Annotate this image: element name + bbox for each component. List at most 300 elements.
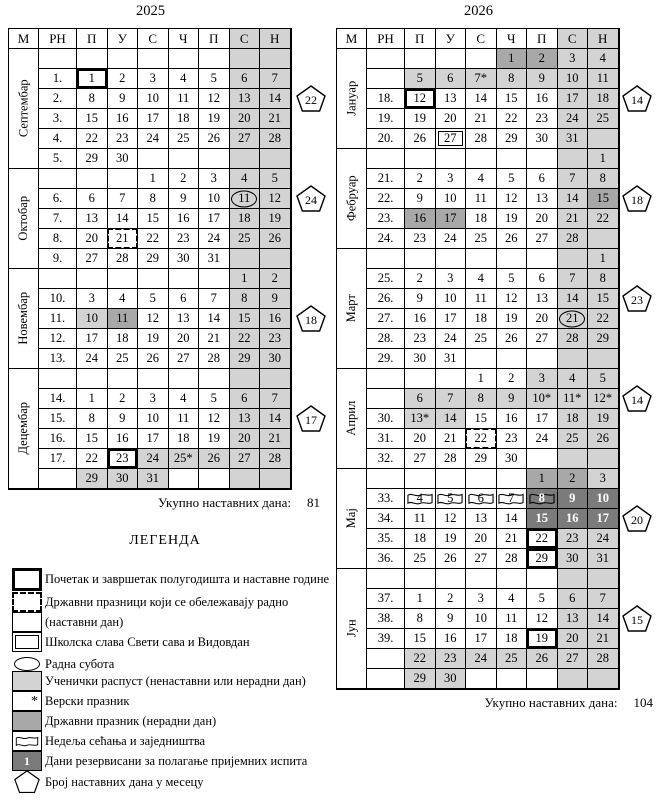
day-number: 5 (271, 171, 278, 186)
day-number: 7 (210, 291, 217, 306)
day-number: 7 (569, 171, 576, 186)
teaching-days-count: 18 (631, 193, 643, 207)
day-cell (558, 189, 589, 209)
day-cell (108, 149, 139, 169)
week-number-cell (39, 449, 77, 469)
week-number: 26. (377, 291, 394, 306)
legend-item (12, 711, 216, 731)
header-cell-label: М (17, 31, 30, 46)
day-cell (436, 229, 467, 249)
day-cell (199, 429, 230, 449)
day-cell (108, 109, 139, 129)
day-number: 17 (566, 91, 579, 106)
day-number: 2 (271, 271, 278, 286)
day-cell (466, 189, 497, 209)
day-number: 17 (444, 211, 457, 226)
day-cell (230, 269, 261, 289)
day-cell (558, 549, 589, 569)
day-number: 16 (177, 211, 190, 226)
day-number: 4 (508, 591, 515, 606)
day-cell (405, 489, 436, 509)
day-number: 8 (538, 491, 545, 506)
day-cell (558, 89, 589, 109)
day-cell (497, 529, 528, 549)
day-number: 28 (566, 231, 579, 246)
day-cell (169, 209, 200, 229)
day-cell (558, 409, 589, 429)
header-cell (9, 29, 39, 49)
day-cell (558, 329, 589, 349)
day-number: 29 (238, 351, 251, 366)
day-number: 10 (146, 91, 159, 106)
day-number: 12 (146, 311, 159, 326)
day-number: 20 (566, 631, 579, 646)
day-number: 24 (85, 351, 98, 366)
day-cell (497, 549, 528, 569)
day-cell (138, 369, 169, 389)
day-cell (436, 649, 467, 669)
day-number: 6 (538, 171, 545, 186)
header-cell-label: Ч (507, 31, 516, 46)
day-cell (588, 229, 619, 249)
day-cell (405, 89, 436, 109)
day-cell (405, 109, 436, 129)
day-number: 31 (207, 251, 220, 266)
day-cell (405, 529, 436, 549)
day-number: 20 (85, 231, 98, 246)
day-number: 14 (268, 91, 281, 106)
day-number: 9 (271, 291, 278, 306)
day-cell (405, 409, 436, 429)
day-number: 16 (413, 311, 426, 326)
day-cell (199, 189, 230, 209)
day-cell (558, 169, 589, 189)
day-cell (466, 269, 497, 289)
day-number: 24 (566, 111, 579, 126)
legend-swatch-pentagon (12, 772, 42, 792)
day-cell (138, 409, 169, 429)
day-cell (405, 609, 436, 629)
day-number: 30 (268, 351, 281, 366)
day-cell (138, 469, 169, 489)
day-number: 30 (505, 451, 518, 466)
header-cell-label: П (87, 31, 97, 46)
total-label: Укупно наставних дана: (158, 495, 291, 510)
day-cell (527, 69, 558, 89)
month-label (9, 269, 39, 369)
week-number: 18. (377, 91, 394, 106)
week-number-cell (367, 469, 405, 489)
day-number: 18 (413, 531, 426, 546)
header-cell (337, 29, 367, 49)
day-cell (138, 389, 169, 409)
day-number: 31 (566, 131, 579, 146)
day-cell (558, 129, 589, 149)
working-saturday-ellipse (14, 657, 40, 671)
week-number: 7. (52, 211, 63, 226)
day-cell (497, 189, 528, 209)
legend-swatch-dark-gray: 1 (12, 751, 42, 771)
day-cell (169, 269, 200, 289)
day-number: 20 (238, 111, 251, 126)
day-number: 30 (535, 131, 548, 146)
week-number-cell (367, 489, 405, 509)
day-number: 5 (210, 391, 217, 406)
day-cell (466, 289, 497, 309)
day-number: 2 (508, 371, 515, 386)
day-number: 10 (146, 411, 159, 426)
day-number: 9 (416, 191, 423, 206)
day-cell (558, 209, 589, 229)
day-number: 26 (505, 331, 518, 346)
day-number: 12* (593, 391, 613, 406)
week-number-cell (367, 69, 405, 89)
day-cell (466, 389, 497, 409)
week-number-cell (367, 129, 405, 149)
day-number: 30 (116, 471, 129, 486)
day-number: 27 (535, 231, 548, 246)
day-cell (558, 149, 589, 169)
week-number-cell (39, 269, 77, 289)
day-number: 28 (268, 131, 281, 146)
day-number: 15 (596, 191, 609, 206)
day-cell (527, 549, 558, 569)
day-cell (260, 49, 291, 69)
day-cell (497, 669, 528, 689)
day-cell (77, 249, 108, 269)
day-cell (405, 269, 436, 289)
day-cell (138, 49, 169, 69)
day-cell (260, 169, 291, 189)
day-number: 12 (413, 91, 426, 106)
day-cell (527, 649, 558, 669)
teaching-days-badge (622, 385, 652, 412)
day-cell (260, 349, 291, 369)
day-number: 6 (477, 491, 484, 506)
day-number: 3 (88, 291, 95, 306)
day-number: 23 (535, 111, 548, 126)
month-label (337, 49, 367, 149)
day-cell (527, 609, 558, 629)
day-cell (466, 309, 497, 329)
day-number: 2 (180, 171, 187, 186)
day-number: 18 (177, 111, 190, 126)
day-number: 28 (566, 331, 579, 346)
day-number: 13 (85, 211, 98, 226)
week-number-cell (39, 149, 77, 169)
day-number: 25* (173, 451, 193, 466)
day-cell (436, 589, 467, 609)
header-cell (260, 29, 291, 49)
week-number-cell (39, 109, 77, 129)
day-number: 8 (241, 291, 248, 306)
week-number-cell (367, 549, 405, 569)
day-cell (230, 289, 261, 309)
day-number: 2 (569, 471, 576, 486)
day-cell (405, 189, 436, 209)
week-number-cell (39, 429, 77, 449)
legend-label: Радна субота (45, 656, 115, 671)
year-title-right: 2026 (464, 3, 493, 19)
day-cell (436, 549, 467, 569)
week-number: 28. (377, 331, 394, 346)
day-cell (260, 209, 291, 229)
header-cell (497, 29, 528, 49)
teaching-days-badge (296, 305, 326, 332)
day-number: 8 (149, 191, 156, 206)
day-cell (77, 429, 108, 449)
header-cell-label: С (148, 31, 158, 46)
week-number-cell (367, 369, 405, 389)
legend-swatch-mid-gray (12, 711, 42, 731)
week-number: 24. (377, 231, 394, 246)
month-label-text: Април (344, 401, 359, 436)
legend-swatch-dashed-box (12, 592, 42, 612)
day-number: 1 (599, 251, 606, 266)
day-number: 12 (444, 511, 457, 526)
day-cell (77, 89, 108, 109)
day-cell (436, 109, 467, 129)
day-cell (497, 629, 528, 649)
day-cell (527, 129, 558, 149)
day-cell (527, 169, 558, 189)
legend-label: (наставни дан) (45, 614, 124, 629)
day-cell (466, 489, 497, 509)
day-cell (169, 469, 200, 489)
day-number: 16 (566, 511, 579, 526)
day-number: 5 (508, 171, 515, 186)
day-cell (497, 149, 528, 169)
day-number: 29 (474, 451, 487, 466)
day-number: 6 (447, 71, 454, 86)
day-number: 12 (207, 91, 220, 106)
week-number: 19. (377, 111, 394, 126)
day-cell (558, 629, 589, 649)
day-cell (108, 329, 139, 349)
day-cell (260, 369, 291, 389)
day-number: 18 (566, 411, 579, 426)
day-number: 28 (474, 131, 487, 146)
day-cell (558, 49, 589, 69)
header-cell (138, 29, 169, 49)
day-cell (436, 489, 467, 509)
day-number: 29 (596, 331, 609, 346)
month-label (9, 369, 39, 489)
day-number: 20 (535, 211, 548, 226)
week-number-cell (367, 249, 405, 269)
day-cell (527, 489, 558, 509)
month-label-text: Октобар (16, 196, 31, 241)
day-cell (230, 449, 261, 469)
week-number-cell (367, 409, 405, 429)
day-number: 8 (88, 411, 95, 426)
teaching-days-badge (622, 285, 652, 312)
day-number: 13 (566, 611, 579, 626)
day-cell (527, 509, 558, 529)
day-number: 3 (447, 171, 454, 186)
day-number: 23 (566, 531, 579, 546)
day-number: 28 (596, 651, 609, 666)
day-cell (497, 309, 528, 329)
day-cell (497, 209, 528, 229)
day-number: 21 (566, 311, 579, 326)
day-number: 11 (474, 191, 487, 206)
day-cell (199, 109, 230, 129)
total-label: Укупно наставних дана: (484, 695, 618, 710)
day-number: 27 (535, 331, 548, 346)
day-number: 21 (268, 431, 281, 446)
day-cell (230, 329, 261, 349)
day-number: 6 (416, 391, 423, 406)
header-cell (405, 29, 436, 49)
week-number: 13. (49, 351, 66, 366)
day-number: 5 (599, 371, 606, 386)
day-number: 13 (238, 91, 251, 106)
day-number: 8 (88, 91, 95, 106)
week-number: 11. (49, 311, 66, 326)
day-number: 15 (535, 511, 548, 526)
legend-swatch-religious-holiday (12, 691, 42, 711)
day-cell (436, 249, 467, 269)
day-cell (527, 449, 558, 469)
day-number: 12 (268, 191, 281, 206)
week-number-cell (39, 89, 77, 109)
day-cell (466, 229, 497, 249)
day-cell (230, 189, 261, 209)
day-cell (436, 209, 467, 229)
day-cell (405, 509, 436, 529)
day-number: 10 (207, 191, 220, 206)
day-cell (199, 329, 230, 349)
teaching-days-count: 18 (305, 313, 317, 327)
day-number: 27 (177, 351, 190, 366)
day-number: 21 (596, 631, 609, 646)
day-number: 15 (505, 91, 518, 106)
day-number: 1 (241, 271, 248, 286)
day-number: 5 (447, 491, 454, 506)
day-cell (138, 229, 169, 249)
week-number: 32. (377, 451, 394, 466)
day-cell (138, 89, 169, 109)
day-number: 30 (444, 671, 457, 686)
day-cell (108, 309, 139, 329)
day-number: 20 (474, 531, 487, 546)
day-cell (497, 169, 528, 189)
day-number: 22 (85, 451, 98, 466)
day-number: 19 (413, 111, 426, 126)
day-cell (260, 429, 291, 449)
month-label (337, 369, 367, 469)
day-number: 15 (85, 111, 98, 126)
day-number: 19 (505, 311, 518, 326)
day-cell (558, 429, 589, 449)
day-number: 25 (596, 111, 609, 126)
day-cell (527, 349, 558, 369)
day-cell (405, 569, 436, 589)
day-number: 18 (596, 91, 609, 106)
day-number: 10 (474, 611, 487, 626)
month-label (9, 169, 39, 269)
day-cell (169, 249, 200, 269)
day-cell (588, 549, 619, 569)
day-number: 22 (146, 231, 159, 246)
week-number: 10. (49, 291, 66, 306)
month-label-text: Јун (344, 619, 359, 638)
day-cell (436, 169, 467, 189)
day-cell (108, 369, 139, 389)
week-number-cell (367, 669, 405, 689)
day-cell (497, 389, 528, 409)
day-number: 22 (505, 111, 518, 126)
day-cell (260, 109, 291, 129)
year-title-left: 2025 (136, 3, 165, 19)
day-cell (466, 429, 497, 449)
day-number: 18 (116, 331, 129, 346)
day-number: 25 (474, 231, 487, 246)
week-number: 3. (52, 111, 63, 126)
day-number: 11 (596, 71, 609, 86)
week-number: 27. (377, 311, 394, 326)
month-label (337, 569, 367, 689)
week-number-cell (39, 229, 77, 249)
day-cell (169, 129, 200, 149)
day-cell (527, 149, 558, 169)
week-number: 39. (377, 631, 394, 646)
day-number: 5 (149, 291, 156, 306)
day-cell (405, 469, 436, 489)
day-number: 19 (207, 431, 220, 446)
day-cell (405, 249, 436, 269)
day-cell (466, 149, 497, 169)
day-cell (260, 69, 291, 89)
day-cell (588, 369, 619, 389)
day-cell (436, 129, 467, 149)
day-cell (497, 69, 528, 89)
day-cell (260, 249, 291, 269)
day-cell (77, 309, 108, 329)
day-number: 21 (566, 211, 579, 226)
day-number: 11 (413, 511, 426, 526)
day-cell (466, 469, 497, 489)
day-cell (405, 649, 436, 669)
day-number: 16 (535, 91, 548, 106)
day-number: 4 (477, 171, 484, 186)
legend-label: Државни празник (нерадни дан) (45, 713, 217, 728)
day-number: 1 (599, 151, 606, 166)
day-number: 24 (146, 131, 159, 146)
day-cell (77, 69, 108, 89)
day-number: 3 (447, 271, 454, 286)
day-cell (558, 509, 589, 529)
week-number-cell (367, 589, 405, 609)
day-number: 5 (210, 71, 217, 86)
day-number: 9 (119, 411, 126, 426)
day-number: 12 (207, 411, 220, 426)
day-cell (405, 429, 436, 449)
legend-item (12, 592, 288, 612)
month-label-text: Мај (344, 508, 359, 529)
day-number: 27 (85, 251, 98, 266)
day-number: 15 (474, 411, 487, 426)
day-cell (436, 89, 467, 109)
day-cell (405, 209, 436, 229)
week-number-cell (39, 209, 77, 229)
day-cell (466, 669, 497, 689)
day-cell (466, 509, 497, 529)
legend-label: Број наставних дана у месецу (45, 774, 204, 789)
day-number: 1 (416, 591, 423, 606)
month-label-text: Децембар (16, 402, 31, 455)
